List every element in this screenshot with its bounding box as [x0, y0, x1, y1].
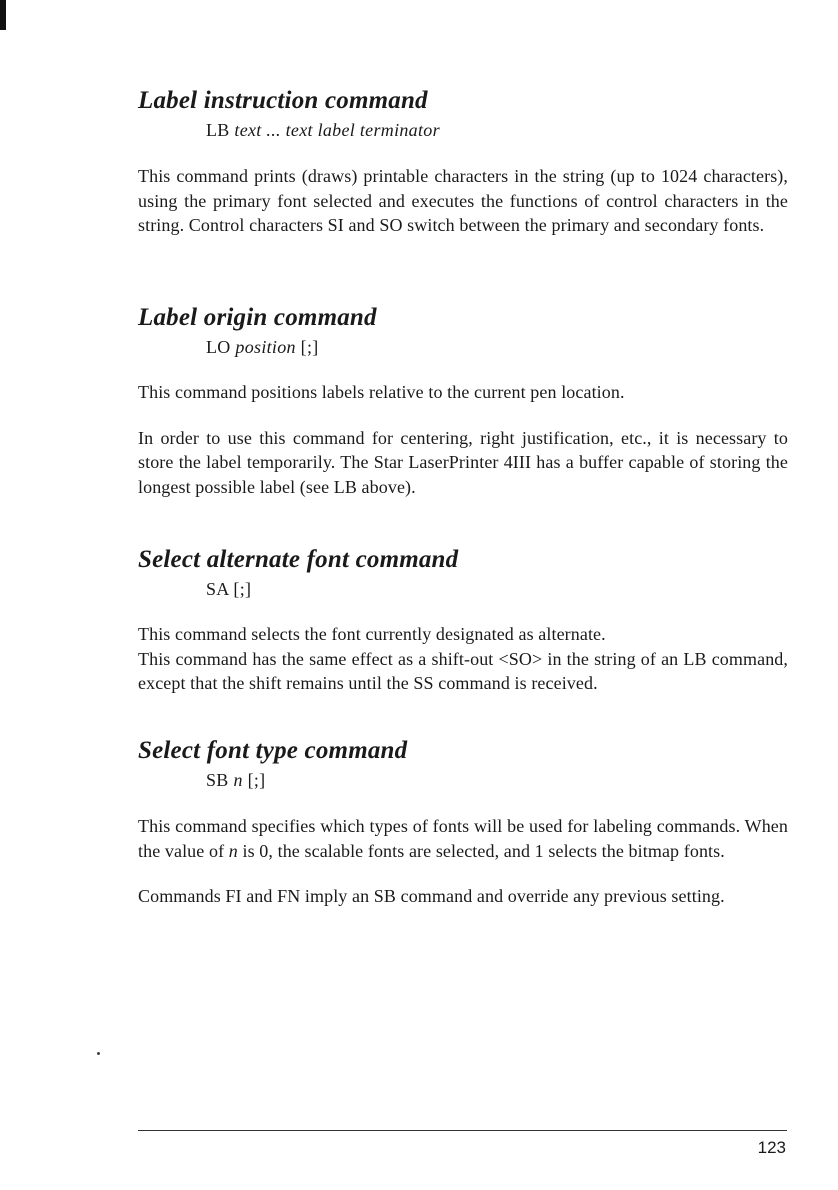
scan-edge-mark	[0, 0, 6, 30]
command-syntax	[206, 118, 788, 142]
syntax-command: SB	[206, 770, 229, 790]
section-select-font-type	[138, 736, 788, 909]
paragraph: In order to use this command for centering, right justification, etc., it is necessary to store the label temporarily. The Star LaserPrinter 4III has a buffer capable of storing the longest possible label (see LB above).	[138, 427, 788, 497]
section-label-origin	[138, 303, 788, 499]
syntax-terminator: [;]	[247, 770, 266, 790]
syntax-terminator: [;]	[300, 337, 319, 357]
section-heading: Select font type command	[138, 737, 408, 764]
section-heading: Select alternate font command	[138, 546, 459, 573]
footer-rule	[138, 1130, 787, 1131]
page-number: 123	[757, 1138, 786, 1157]
section-label-instruction	[138, 86, 788, 238]
syntax-arguments: n	[233, 770, 243, 790]
paragraph	[138, 814, 788, 863]
section-heading: Label instruction command	[138, 87, 428, 114]
command-syntax	[206, 577, 788, 601]
paragraph: This command positions labels relative to the current pen location.	[138, 382, 625, 402]
section-heading: Label origin command	[138, 304, 377, 331]
paragraph-text: This command specifies which types of fonts will be used for labeling commands. When the value of	[138, 816, 788, 861]
syntax-command: LO	[206, 337, 231, 357]
syntax-arguments: text ... text label terminator	[234, 120, 440, 140]
command-syntax	[206, 335, 788, 359]
syntax-command: LB	[206, 120, 230, 140]
scan-speck	[97, 1052, 100, 1055]
paragraph: This command prints (draws) printable characters in the string (up to 1024 characters), using the primary font selected and executes the functions of control characters in the string. Control characters SI and SO switch between the primary and secondary fonts.	[138, 166, 788, 235]
syntax-command: SA [;]	[206, 579, 252, 599]
syntax-arguments: position	[235, 337, 296, 357]
paragraph-text: is 0, the scalable fonts are selected, and 1 selects the bitmap fonts.	[242, 840, 725, 861]
paragraph: This command selects the font currently designated as alternate.	[138, 624, 606, 644]
variable-n: n	[228, 840, 238, 861]
command-syntax	[206, 768, 788, 792]
paragraph: This command has the same effect as a shift-out <SO> in the string of an LB command, except that the shift remains until the SS command is received.	[138, 648, 788, 693]
section-select-alternate-font	[138, 545, 788, 696]
paragraph: Commands FI and FN imply an SB command and override any previous setting.	[138, 886, 725, 906]
